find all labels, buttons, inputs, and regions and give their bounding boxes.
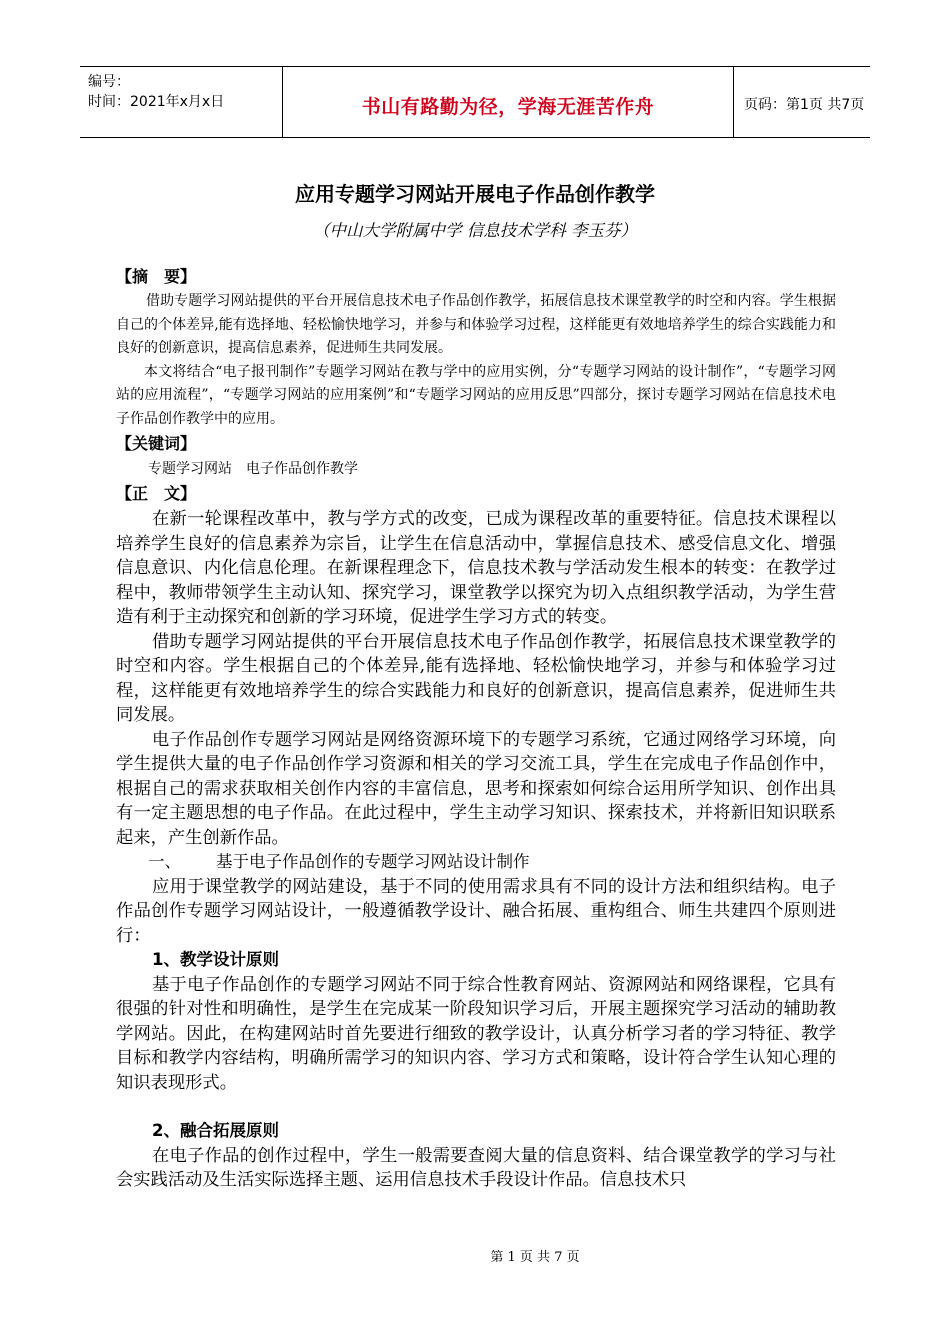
date-label: 时间：2021年x月x日: [88, 94, 225, 110]
document-title: 应用专题学习网站开展电子作品创作教学: [295, 182, 655, 206]
page-footer: 第 1 页 共 7 页: [490, 1250, 580, 1265]
subsection-heading: 1、教学设计原则: [152, 950, 279, 969]
page-info: 页码：第1页 共7页: [744, 97, 865, 113]
body-paragraph: 电子作品创作专题学习网站是网络资源环境下的专题学习系统，它通过网络学习环境，向学生提供大量的电子作品创作学习资源和相关的学习交流工具，学生在完成电子作品创作中，根据自己的需求获取相关创作内容的丰富信息，思考和探索如何综合运用所学知识、创作出具有一定主题思想的电子作品。在此过程中，学生主动学习知识、探索技术，并将新旧知识联系起来，产生创新作品。: [116, 729, 836, 848]
section-heading: [116, 850, 836, 875]
section-number: 一、: [148, 852, 181, 871]
header-table: [80, 66, 870, 138]
abstract-paragraph: 借助专题学习网站提供的平台开展信息技术电子作品创作教学，拓展信息技术课堂教学的时空和内容。学生根据自己的个体差异,能有选择地、轻松愉快地学习，并参与和体验学习过程，这样能更有效地培养学生的综合实践能力和良好的创新意识，提高信息素养，促进师生共同发展。: [116, 293, 836, 356]
section-title: 基于电子作品创作的专题学习网站设计制作: [216, 852, 530, 871]
subsection-heading: 2、融合拓展原则: [152, 1121, 279, 1140]
number-label: 编号：: [88, 74, 130, 90]
document-subtitle: （中山大学附属中学 信息技术学科 李玉芬）: [313, 221, 637, 240]
body-paragraph: 在新一轮课程改革中，教与学方式的改变，已成为课程改革的重要特征。信息技术课程以培养学生良好的信息素养为宗旨，让学生在信息活动中，掌握信息技术、感受信息文化、增强信息意识、内化信息伦理。在新课程理念下，信息技术教与学活动发生根本的转变：在教学过程中，教师带领学生主动认知、探究学习，课堂教学以探究为切入点组织教学活动，为学生营造有利于主动探究和创新的学习环境，促进学生学习方式的转变。: [116, 509, 836, 627]
body-paragraph: 在电子作品的创作过程中，学生一般需要查阅大量的信息资料、结合课堂教学的学习与社会实践活动及生活实际选择主题、运用信息技术手段设计作品。信息技术只: [116, 1145, 836, 1190]
motto: 书山有路勤为径，学海无涯苦作舟: [361, 96, 655, 118]
header-info-cell: [80, 67, 283, 137]
body-paragraph: 应用于课堂教学的网站建设，基于不同的使用需求具有不同的设计方法和组织结构。电子作品创作专题学习网站设计，一般遵循教学设计、融合拓展、重构组合、师生共建四个原则进行：: [116, 876, 836, 946]
abstract-heading: 【摘 要】: [116, 267, 197, 286]
keywords-text: 专题学习网站 电子作品创作教学: [148, 461, 358, 477]
header-page-cell: [734, 67, 870, 137]
keywords-heading: 【关键词】: [116, 434, 197, 453]
body-heading: 【正 文】: [116, 484, 197, 503]
content: [116, 264, 836, 1193]
body-paragraph: 借助专题学习网站提供的平台开展信息技术电子作品创作教学，拓展信息技术课堂教学的时空和内容。学生根据自己的个体差异,能有选择地、轻松愉快地学习，并参与和体验学习过程，这样能更有效地培养学生的综合实践能力和良好的创新意识，提高信息素养，促进师生共同发展。: [116, 631, 836, 725]
spacer: [116, 1095, 836, 1119]
header-motto-cell: [283, 67, 734, 137]
body-paragraph: 基于电子作品创作的专题学习网站不同于综合性教育网站、资源网站和网络课程，它具有很强的针对性和明确性，是学生在完成某一阶段知识学习后，开展主题探究学习活动的辅助教学网站。因此，在构建网站时首先要进行细致的教学设计，认真分析学习者的学习特征、教学目标和教学内容结构，明确所需学习的知识内容、学习方式和策略，设计符合学生认知心理的知识表现形式。: [116, 974, 836, 1093]
abstract-paragraph: 本文将结合“电子报刊制作”专题学习网站在教与学中的应用实例，分“专题学习网站的设计制作”，“专题学习网站的应用流程”，“专题学习网站的应用案例”和“专题学习网站的应用反思”四部分，探讨专题学习网站在信息技术电子作品创作教学中的应用。: [116, 363, 836, 427]
